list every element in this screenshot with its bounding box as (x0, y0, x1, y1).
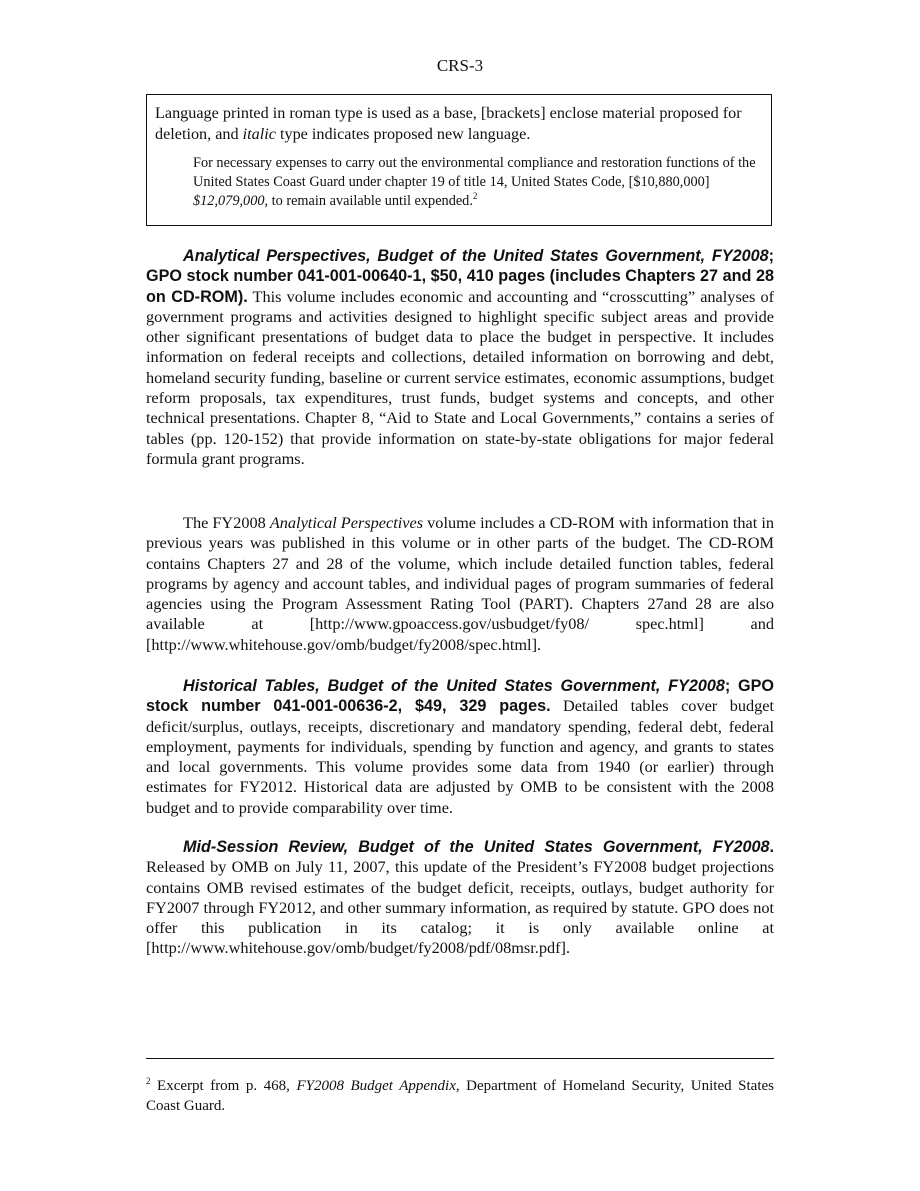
section-body: This volume includes economic and accounting and “crosscutting” analyses of government programs and activities designed to highlight specific subject areas and provide other significant presentations of budget data to place the budget in perspective. It includes information on federal receipts and collections, detailed information on borrowing and debt, homeland security funding, baseline or current service estimates, economic assumptions, budget reform proposals, tax expenditures, trust funds, budget systems and concepts, and other technical presentations. Chapter 8, “Aid to State and Local Governments,” contains a series of tables (pp. 120-152) that provide information on state-by-state obligations for major federal formula grant programs. (146, 286, 775, 468)
legislative-language-box (146, 94, 772, 226)
section-body: Released by OMB on July 11, 2007, this update of the President’s FY2008 budget projections contains OMB revised estimates of the budget deficit, receipts, outlays, budget authority for FY2007 through FY2012, and other summary information, as required by statute. GPO does not offer this publication in its catalog; it is only available online at [http://www.whitehouse.gov/omb/budget/fy2008/pdf/08msr.pdf]. (146, 857, 774, 958)
section-historical-tables (146, 676, 774, 818)
paragraph-cd-rom: The FY2008 Analytical Perspectives volume includes a CD-ROM with information that in previous years was published in this volume or in other parts of the budget. The CD-ROM contains Chapters 27 and 28 of the volume, which include detailed function tables, federal programs by agency and account tables, and individual pages of program summaries of federal agencies using the Program Assessment Rating Tool (PART). Chapters 27and 28 are also available at [http://www.gpoaccess.gov/usbudget/fy08/ spec.html] and [http://www.whitehouse.gov/omb/budget/fy2008/spec.html]. (146, 513, 774, 654)
section-analytical-perspectives (146, 246, 774, 469)
section-body: Detailed tables cover budget deficit/surplus, outlays, receipts, discretionary and mandatory spending, federal debt, federal employment, payments for individuals, spending by function and agency, and grants to states and local governments. This volume provides some data from 1940 (or earlier) through estimates for FY2012. Historical data are adjusted by OMB to be consistent with the 2008 budget and to provide comparability over time. (146, 696, 775, 817)
section-details: ; GPO stock number 041-001-00636-2, $49, 329 pages. (146, 677, 774, 716)
footnote-ref: 2 (472, 191, 478, 202)
footnote: $^2$ Excerpt from p. 468, FY2008 Budget Appendix, Department of Homeland Security, United States Coast Guard. (146, 1076, 774, 1114)
section-title: Analytical Perspectives, Budget of the United States Government, FY2008 (183, 247, 769, 265)
section-mid-session-review (146, 837, 774, 959)
proposed-amount: $12,079,000 (193, 193, 265, 209)
footnote-divider (146, 1058, 774, 1059)
appropriation-quote: For necessary expenses to carry out the environmental compliance and restoration functions of the United States Coast Guard under chapter 19 of title 14, United States Code, [$10,880,000] $12,079,000, to remain available until expended.$^2$ (193, 155, 756, 209)
section-title: Mid-Session Review, Budget of the United States Government, FY2008 (183, 838, 770, 856)
footnote-marker: 2 (146, 1076, 151, 1086)
section-title: Historical Tables, Budget of the United States Government, FY2008 (183, 677, 725, 695)
section-details: ; GPO stock number 041-001-00640-1, $50, 410 pages (includes Chapters 27 and 28 on CD-ROM). (146, 247, 774, 306)
page-number: CRS-3 (436, 56, 484, 75)
box-intro: Language printed in roman type is used as a base, [brackets] enclose material proposed for deletion, and italic type indicates proposed new language. (155, 104, 742, 143)
section-details: . (769, 838, 774, 856)
